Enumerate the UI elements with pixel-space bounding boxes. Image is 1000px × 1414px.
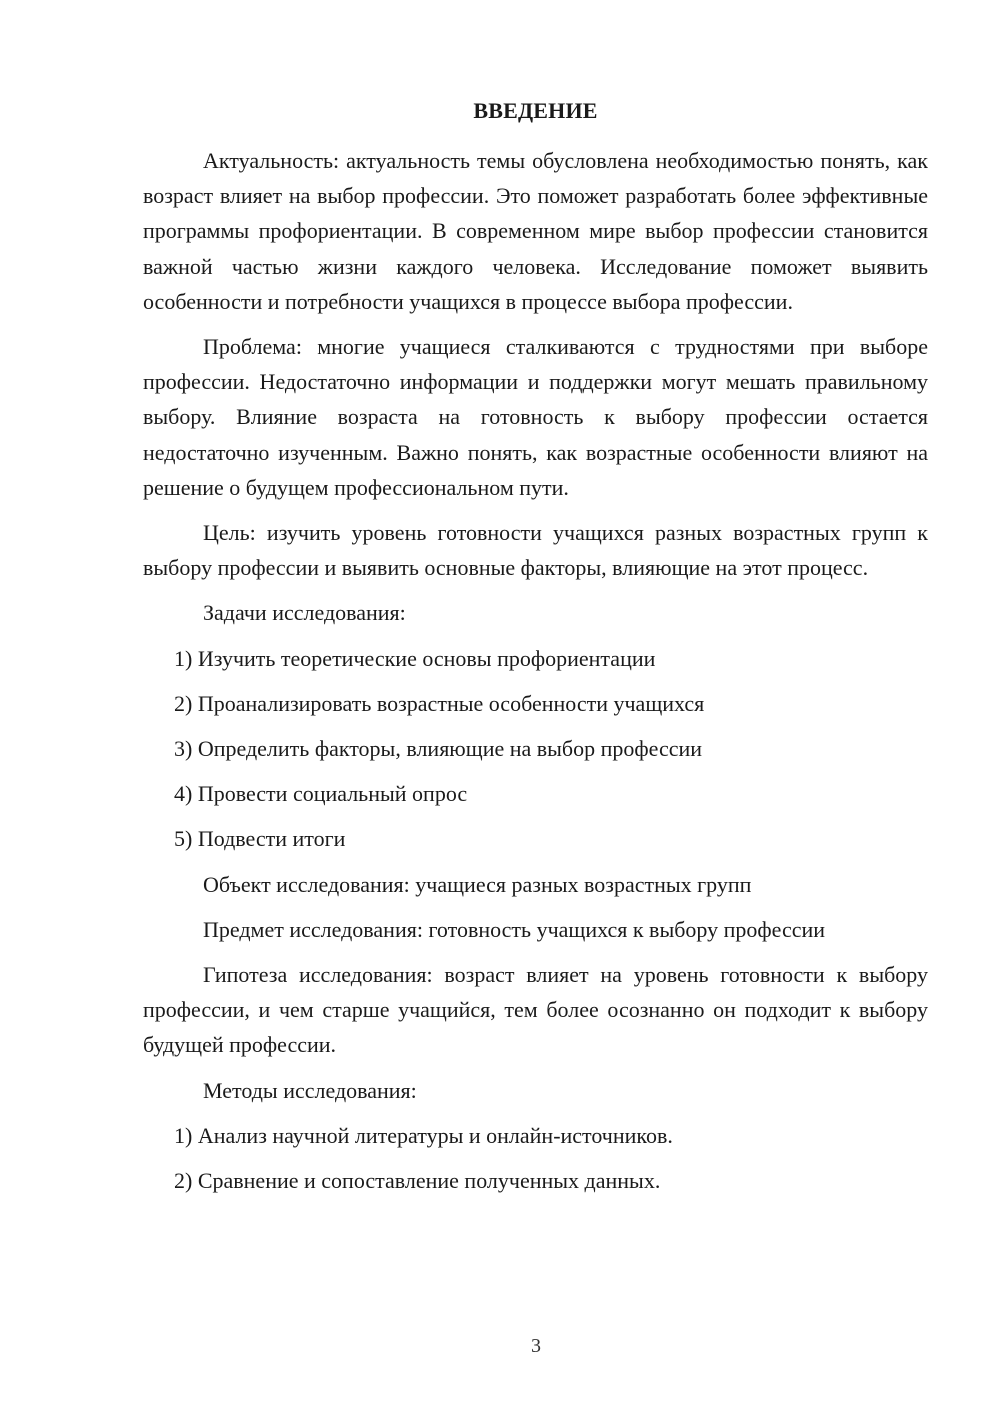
goal-paragraph: Цель: изучить уровень готовности учащихся разных возрастных групп к выбору профессии и выявить основные факторы, влияющие на этот процесс. (143, 520, 928, 581)
page-title: ВВЕДЕНИЕ (473, 98, 598, 123)
problem-paragraph: Проблема: многие учащиеся сталкиваются с трудностями при выборе профессии. Недостаточно информации и поддержки могут мешать правильному выбору. Влияние возраста на готовность к выбору профессии остается недостаточно изученным. Важно понять, как возрастные особенности влияют на решение о будущем профессиональном пути. (143, 334, 928, 500)
page-number: 3 (531, 1335, 541, 1357)
tasks-list (143, 641, 928, 857)
object-line: Объект исследования: учащиеся разных возрастных групп (203, 871, 752, 897)
methods-list (143, 1118, 928, 1198)
page-content (143, 96, 928, 1208)
list-item: 4) Провести социальный опрос (174, 781, 468, 807)
list-item: 3) Определить факторы, влияющие на выбор профессии (174, 736, 703, 762)
tasks-heading: Задачи исследования: (203, 600, 406, 626)
methods-heading: Методы исследования: (203, 1077, 417, 1103)
list-item: 2) Проанализировать возрастные особенности учащихся (174, 690, 705, 716)
relevance-paragraph: Актуальность: актуальность темы обусловлена необходимостью понять, как возраст влияет на выбор профессии. Это поможет разработать более эффективные программы профориентации. В современном мире выбор профессии становится важной частью жизни каждого человека. Исследование поможет выявить особенности и потребности учащихся в процессе выбора профессии. (143, 148, 928, 314)
list-item: 1) Изучить теоретические основы профориентации (174, 645, 656, 671)
list-item: 5) Подвести итоги (174, 826, 346, 852)
list-item: 1) Анализ научной литературы и онлайн-источников. (174, 1122, 673, 1148)
subject-line: Предмет исследования: готовность учащихся к выбору профессии (203, 916, 826, 942)
hypothesis-paragraph: Гипотеза исследования: возраст влияет на уровень готовности к выбору профессии, и чем старше учащийся, тем более осознанно он подходит к выбору будущей профессии. (143, 962, 928, 1058)
list-item: 2) Сравнение и сопоставление полученных данных. (174, 1168, 661, 1194)
